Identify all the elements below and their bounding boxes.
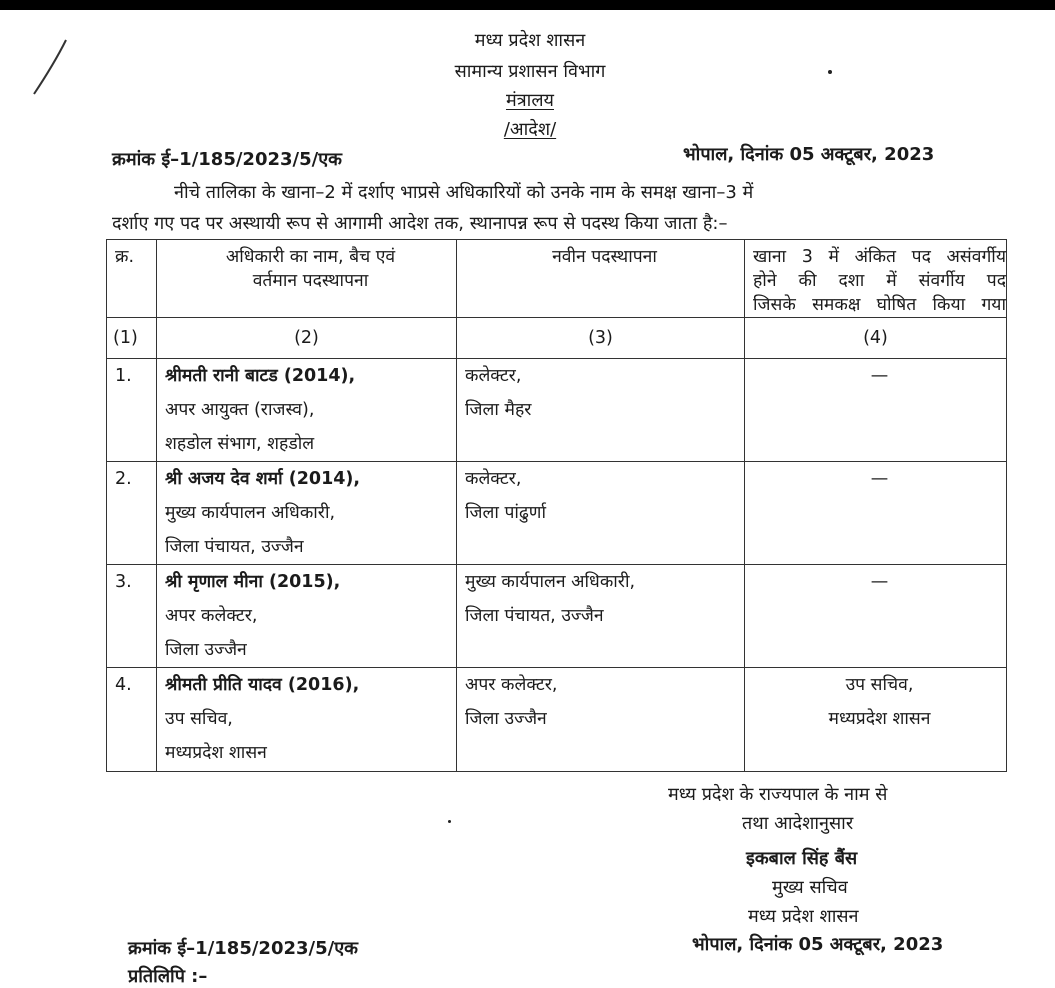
- order-place-date: भोपाल, दिनांक 05 अक्टूबर, 2023: [683, 144, 935, 165]
- header-equivalent-line-3: जिसके समकक्ष घोषित किया गया: [753, 295, 1006, 315]
- officer-cell: [157, 668, 457, 772]
- copy-label: प्रतिलिपि :–: [128, 966, 208, 987]
- officer-cell: [157, 462, 457, 565]
- column-number: (1): [107, 318, 157, 359]
- header-equivalent-line-2: होने की दशा में संवर्गीय पद: [753, 271, 1006, 291]
- header-equivalent: [745, 240, 1007, 318]
- header-officer-line-1: अधिकारी का नाम, बैच एवं: [225, 247, 396, 267]
- column-number: (3): [457, 318, 745, 359]
- ink-speck: [828, 70, 832, 74]
- equivalent-cell: [745, 462, 1007, 565]
- officer-cell: [157, 565, 457, 668]
- top-black-bar: [0, 0, 1055, 10]
- column-number-row: [107, 318, 1007, 359]
- new-posting-cell: [457, 565, 745, 668]
- officer-current-place: मध्यप्रदेश शासन: [165, 743, 267, 763]
- new-post-place: जिला उज्जैन: [465, 709, 547, 729]
- signatory-name: इकबाल सिंह बैंस: [746, 848, 858, 869]
- table-row: [107, 462, 1007, 565]
- new-posting-cell: [457, 668, 745, 772]
- officer-current-place: जिला पंचायत, उज्जैन: [165, 537, 304, 557]
- table-row: [107, 565, 1007, 668]
- table-row: [107, 668, 1007, 772]
- officer-cell: [157, 359, 457, 462]
- row-sno: 3.: [107, 565, 157, 668]
- order-number: क्रमांक ई–1/185/2023/5/एक: [112, 149, 342, 170]
- header-officer: [157, 240, 457, 318]
- new-post: कलेक्टर,: [465, 366, 522, 386]
- header-equivalent-line-1: खाना 3 में अंकित पद असंवर्गीय: [753, 247, 1006, 267]
- signatory-designation: मुख्य सचिव: [772, 877, 848, 898]
- intro-line-2: दर्शाए गए पद पर अस्थायी रूप से आगामी आदेश तक, स्थानापन्न रूप से पदस्थ किया जाता है:–: [112, 213, 728, 234]
- signatory-office: मध्य प्रदेश शासन: [748, 906, 859, 927]
- officer-name: श्री अजय देव शर्मा (2014),: [165, 469, 361, 489]
- ink-speck: [448, 820, 451, 823]
- equivalent-value: उप सचिव,: [845, 675, 914, 695]
- equivalent-value: —: [870, 469, 889, 489]
- new-post-place: जिला पांढुर्णा: [465, 503, 546, 523]
- ministry-label: मंत्रालय: [505, 90, 554, 111]
- new-post: कलेक्टर,: [465, 469, 522, 489]
- new-post: मुख्य कार्यपालन अधिकारी,: [465, 572, 636, 592]
- officer-current-place: जिला उज्जैन: [165, 640, 247, 660]
- column-number: (2): [157, 318, 457, 359]
- copy-place-date: भोपाल, दिनांक 05 अक्टूबर, 2023: [692, 934, 944, 955]
- equivalent-cell: [745, 359, 1007, 462]
- signature-authority-line-2: तथा आदेशानुसार: [742, 813, 854, 834]
- department-name: सामान्य प्रशासन विभाग: [454, 61, 606, 82]
- header-sno: क्र.: [107, 240, 157, 318]
- copy-order-number: क्रमांक ई–1/185/2023/5/एक: [128, 938, 358, 959]
- equivalent-value: —: [870, 366, 889, 386]
- equivalent-cell: [745, 668, 1007, 772]
- header-officer-line-2: वर्तमान पदस्थापना: [252, 271, 369, 291]
- officer-name: श्री मृणाल मीना (2015),: [165, 572, 341, 592]
- row-sno: 2.: [107, 462, 157, 565]
- officer-name: श्रीमती प्रीति यादव (2016),: [165, 675, 360, 695]
- officer-current-post: उप सचिव,: [165, 709, 233, 729]
- equivalent-cell: [745, 565, 1007, 668]
- signature-authority-line-1: मध्य प्रदेश के राज्यपाल के नाम से: [668, 784, 888, 805]
- equivalent-value: मध्यप्रदेश शासन: [828, 709, 931, 729]
- new-posting-cell: [457, 359, 745, 462]
- officer-current-post: अपर कलेक्टर,: [165, 606, 258, 626]
- officer-name: श्रीमती रानी बाटड (2014),: [165, 366, 356, 386]
- row-sno: 1.: [107, 359, 157, 462]
- officer-current-post: अपर आयुक्त (राजस्व),: [165, 400, 315, 420]
- order-title: /आदेश/: [503, 119, 557, 140]
- intro-line-1: नीचे तालिका के खाना–2 में दर्शाए भाप्रसे अधिकारियों को उनके नाम के समक्ष खाना–3 में: [174, 182, 754, 203]
- equivalent-value: —: [870, 572, 889, 592]
- govt-name: मध्य प्रदेश शासन: [474, 30, 586, 51]
- table-row: [107, 359, 1007, 462]
- new-post: अपर कलेक्टर,: [465, 675, 558, 695]
- pen-stroke-mark: [28, 36, 78, 100]
- table-header-row: [107, 240, 1007, 318]
- new-post-place: जिला मैहर: [465, 400, 532, 420]
- column-number: (4): [745, 318, 1007, 359]
- new-post-place: जिला पंचायत, उज्जैन: [465, 606, 604, 626]
- new-posting-cell: [457, 462, 745, 565]
- row-sno: 4.: [107, 668, 157, 772]
- header-new-posting: नवीन पदस्थापना: [457, 240, 745, 318]
- officer-current-post: मुख्य कार्यपालन अधिकारी,: [165, 503, 336, 523]
- officer-current-place: शहडोल संभाग, शहडोल: [165, 434, 315, 454]
- posting-table: [106, 239, 1007, 772]
